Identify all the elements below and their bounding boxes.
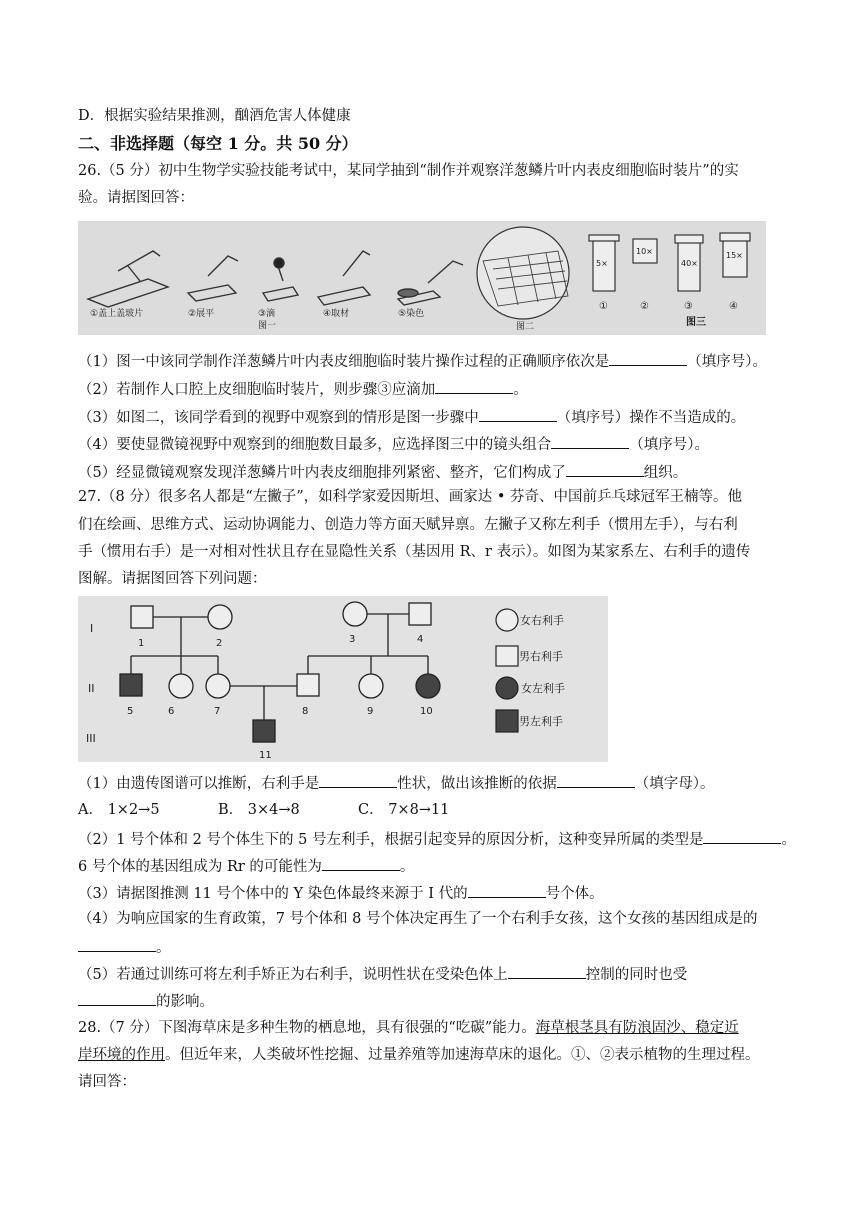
individual-9 — [359, 674, 383, 698]
q26-4: （4）要使显微镜视野中观察到的细胞数目最多，应选择图三中的镜头组合 （填序号）。 — [78, 433, 709, 455]
figure-experiment-steps — [78, 221, 766, 335]
q27-4: （4）为响应国家的生育政策，7 号个体和 8 号个体决定再生了一个右利手女孩，这个女孩的基因组成是的 — [78, 911, 758, 927]
q26-3: （3）如图二，该同学看到的视野中观察到的情形是图一步骤中 （填序号）操作不当造成的。 — [78, 406, 745, 428]
lens-1-mag: 5× — [596, 259, 608, 268]
section-heading: 二、非选择题（每空 1 分。共 50 分） — [78, 134, 358, 153]
figure-pedigree — [78, 596, 608, 762]
individual-11 — [253, 720, 275, 742]
id-9: 9 — [367, 706, 374, 717]
figure-3-caption: 图三 — [686, 317, 706, 328]
option-a: A． 1×2→5 — [78, 802, 160, 818]
individual-4 — [409, 603, 431, 625]
lens-2-num: ② — [640, 301, 649, 312]
q28-intro-2: 岸环境的作用。但近年来，人类破坏性挖掘、过量养殖等加速海草床的退化。①、②表示植物的生理过程。 — [78, 1047, 760, 1063]
id-6: 6 — [168, 706, 175, 717]
q27-4-cont: 。 — [78, 936, 171, 958]
step-3-label: ③滴 — [258, 309, 276, 319]
gen-label-3: III — [86, 732, 96, 745]
id-7: 7 — [214, 706, 221, 717]
option-d: D．根据实验结果推测，酗酒危害人体健康 — [78, 108, 351, 124]
q27-intro-1: 27.（8 分）很多名人都是“左撇子”，如科学家爱因斯坦、画家达 • 芬奇、中国前乒乓球冠军王楠等。他 — [78, 489, 742, 505]
id-4: 4 — [417, 634, 424, 645]
q26-5: （5）经显微镜观察发现洋葱鳞片叶内表皮细胞排列紧密、整齐，它们构成了 组织。 — [78, 461, 687, 483]
q26-intro: 26.（5 分）初中生物学实验技能考试中，某同学抽到“制作并观察洋葱鳞片叶内表皮细胞临时装片”的实 — [78, 163, 739, 179]
q28-intro-3: 请回答： — [78, 1074, 136, 1090]
individual-10 — [416, 674, 440, 698]
lens-3-num: ③ — [684, 301, 693, 312]
individual-3 — [343, 602, 367, 626]
gen-label-2: II — [88, 682, 95, 695]
individual-1 — [131, 606, 153, 628]
q27-intro-2: 们在绘画、思维方式、运动协调能力、创造力等方面天赋异禀。左撇子又称左利手（惯用左手），与右利 — [78, 517, 738, 533]
lens-1-num: ① — [599, 301, 608, 312]
q26-intro-cont: 验。请据图回答： — [78, 190, 194, 206]
lens-4-num: ④ — [729, 301, 738, 312]
id-1: 1 — [138, 638, 145, 649]
gen-label-1: I — [90, 622, 94, 635]
legend-female-left: 女左利手 — [521, 682, 565, 695]
individual-7 — [206, 674, 230, 698]
legend-male-left: 男左利手 — [519, 715, 563, 728]
q27-5: （5）若通过训练可将左利手矫正为右利手，说明性状在受染色体上 控制的同时也受 — [78, 963, 687, 985]
q27-2: （2）1 号个体和 2 号个体生下的 5 号左利手，根据引起变异的原因分析，这种变异所属的类型是 。 — [78, 828, 796, 850]
id-10: 10 — [420, 706, 433, 717]
q27-intro-4: 图解。请据图回答下列问题： — [78, 571, 267, 587]
q26-2: （2）若制作人口腔上皮细胞临时装片，则步骤③应滴加 。 — [78, 378, 528, 400]
individual-5 — [120, 674, 142, 696]
step-4-label: ④取材 — [323, 309, 350, 319]
id-2: 2 — [216, 638, 223, 649]
legend-male-right: 男右利手 — [519, 650, 563, 663]
id-3: 3 — [349, 634, 356, 645]
lens-2-mag: 10× — [636, 247, 653, 256]
q26-1: （1）图一中该同学制作洋葱鳞片叶内表皮细胞临时装片操作过程的正确顺序依次是 （填序号）。 — [78, 350, 767, 372]
option-b: B． 3×4→8 — [218, 802, 300, 818]
individual-2 — [208, 605, 232, 629]
lens-3-mag: 40× — [681, 259, 698, 268]
id-11: 11 — [259, 750, 272, 761]
legend-female-right: 女右利手 — [520, 614, 564, 627]
id-5: 5 — [127, 706, 134, 717]
individual-6 — [169, 674, 193, 698]
figure-2-caption: 图二 — [516, 322, 535, 332]
step-1-label: ①盖上盖玻片 — [90, 309, 144, 319]
q27-5-cont: 的影响。 — [78, 990, 214, 1012]
q27-options — [78, 800, 498, 820]
q27-3: （3）请据图推测 11 号个体中的 Y 染色体最终来源于 I 代的 号个体。 — [78, 882, 604, 904]
id-8: 8 — [302, 706, 309, 717]
step-5-label: ⑤染色 — [398, 309, 425, 319]
individual-8 — [297, 674, 319, 696]
q27-2-cont: 6 号个体的基因组成为 Rr 的可能性为 。 — [78, 855, 414, 877]
figure-1-caption: 图一 — [258, 321, 277, 331]
q27-1: （1）由遗传图谱可以推断，右利手是 性状，做出该推断的依据 （填字母）。 — [78, 772, 714, 794]
lens-4-mag: 15× — [726, 251, 743, 260]
step-2-label: ②展平 — [188, 309, 215, 319]
q27-intro-3: 手（惯用右手）是一对相对性状且存在显隐性关系（基因用 R、r 表示）。如图为某家系左、右利手的遗传 — [78, 544, 751, 560]
option-c: C． 7×8→11 — [358, 802, 450, 818]
q28-intro-1: 28.（7 分）下图海草床是多种生物的栖息地，具有很强的“吃碳”能力。海草根茎具有防浪固沙、稳定近 — [78, 1020, 739, 1036]
